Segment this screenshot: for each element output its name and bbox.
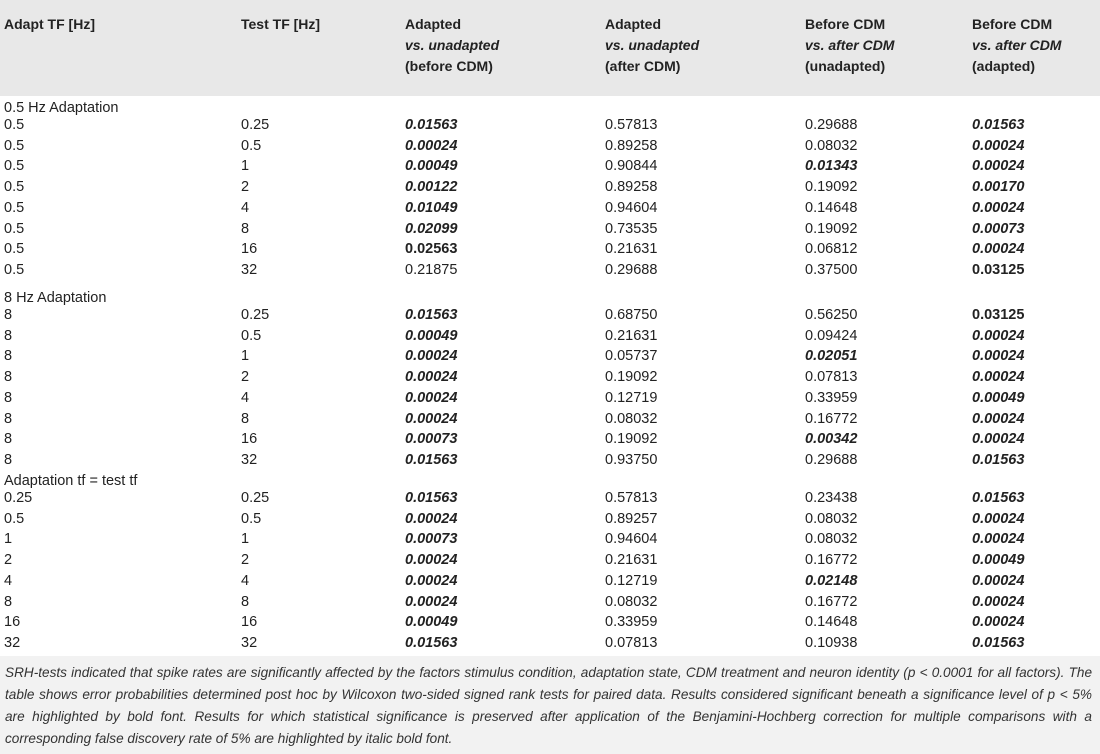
test-tf-cell: 0.25 xyxy=(241,307,270,323)
adapted-before-cell: 0.01563 xyxy=(405,307,458,323)
cdm-unadapted-cell: 0.10938 xyxy=(805,634,858,651)
test-tf-cell: 1 xyxy=(241,348,250,365)
adapt-tf-cell: 8 xyxy=(4,410,13,427)
adapted-after-cell: 0.90844 xyxy=(605,158,658,175)
cdm-adapted-cell: 0.00024 xyxy=(972,241,1025,258)
header-line: (adapted) xyxy=(972,58,1035,74)
test-tf-cell: 0.25 xyxy=(241,490,270,506)
adapted-before-cell: 0.01563 xyxy=(405,490,458,506)
cdm-adapted-cell: 0.00024 xyxy=(972,510,1025,527)
adapt-tf-cell: 8 xyxy=(4,369,13,386)
header-line: (before CDM) xyxy=(405,58,493,74)
table-row xyxy=(0,410,1100,431)
cdm-unadapted-cell: 0.09424 xyxy=(805,327,858,344)
table-row xyxy=(0,137,1100,158)
table-row xyxy=(0,634,1100,655)
footnote-text: SRH-tests indicated that spike rates are significantly affected by the factors stimulus condition, adaptation state, CDM treatment and neuron identity (p < 0.0001 for all factors). The table shows error probabilities determined post hoc by Wilcoxon two-sided signed rank tests for paired data. Results considered significant beneath a significance level of p < 5% are highlighted by bold font. Results for which statistical significance is preserved after application of the Benjamini-Hochberg correction for multiple comparisons with a corresponding false discovery rate of 5% are highlighted by italic bold font. xyxy=(5,665,1092,746)
header-line: vs. after CDM xyxy=(805,37,895,53)
cdm-unadapted-cell: 0.16772 xyxy=(805,410,858,427)
cdm-adapted-cell: 0.00024 xyxy=(972,327,1025,344)
cdm-unadapted-cell: 0.14648 xyxy=(805,199,858,216)
adapted-before-cell: 0.00024 xyxy=(405,348,458,365)
table-row xyxy=(0,306,1100,327)
cdm-adapted-cell: 0.00024 xyxy=(972,531,1025,548)
cdm-unadapted-cell: 0.14648 xyxy=(805,614,858,631)
cdm-adapted-cell: 0.00024 xyxy=(972,572,1025,589)
adapted-after-cell: 0.19092 xyxy=(605,431,658,448)
cdm-unadapted-cell: 0.29688 xyxy=(805,451,858,468)
header-line: Adapt TF [Hz] xyxy=(4,16,95,32)
adapted-before-cell: 0.00024 xyxy=(405,410,458,427)
header-line: (unadapted) xyxy=(805,58,886,74)
test-tf-cell: 2 xyxy=(241,179,250,196)
cdm-adapted-cell: 0.00170 xyxy=(972,179,1025,196)
cdm-unadapted-cell: 0.01343 xyxy=(805,158,858,175)
adapt-tf-cell: 0.5 xyxy=(4,117,25,133)
adapted-before-cell: 0.00073 xyxy=(405,431,458,448)
adapt-tf-cell: 0.5 xyxy=(4,158,25,175)
cdm-unadapted-cell: 0.56250 xyxy=(805,307,858,323)
adapted-after-cell: 0.21631 xyxy=(605,327,658,344)
cdm-adapted-cell: 0.01563 xyxy=(972,490,1025,506)
adapted-before-cell: 0.00024 xyxy=(405,510,458,527)
header-adapted-before xyxy=(405,14,499,77)
header-cdm-adapted xyxy=(972,14,1061,77)
cdm-adapted-cell: 0.00024 xyxy=(972,199,1025,216)
adapted-after-cell: 0.33959 xyxy=(605,614,658,631)
table-row xyxy=(0,199,1100,220)
cdm-adapted-cell: 0.00049 xyxy=(972,389,1025,406)
table-row xyxy=(0,389,1100,410)
adapt-tf-cell: 8 xyxy=(4,431,13,448)
table-body xyxy=(0,96,1100,656)
adapt-tf-cell: 8 xyxy=(4,593,13,610)
table-row xyxy=(0,347,1100,368)
adapt-tf-cell: 0.25 xyxy=(4,490,33,506)
table-footnote xyxy=(0,656,1100,754)
test-tf-cell: 0.5 xyxy=(241,327,262,344)
adapted-after-cell: 0.94604 xyxy=(605,199,658,216)
adapt-tf-cell: 8 xyxy=(4,307,13,323)
header-line: vs. after CDM xyxy=(972,37,1062,53)
adapt-tf-cell: 1 xyxy=(4,531,13,548)
adapted-after-cell: 0.12719 xyxy=(605,572,658,589)
test-tf-cell: 32 xyxy=(241,261,258,278)
adapt-tf-cell: 0.5 xyxy=(4,179,25,196)
cdm-unadapted-cell: 0.37500 xyxy=(805,261,858,278)
header-line: vs. unadapted xyxy=(405,37,500,53)
cdm-adapted-cell: 0.00024 xyxy=(972,614,1025,631)
adapted-before-cell: 0.00024 xyxy=(405,552,458,569)
adapt-tf-cell: 4 xyxy=(4,572,13,589)
adapted-after-cell: 0.89258 xyxy=(605,179,658,196)
cdm-adapted-cell: 0.01563 xyxy=(972,634,1025,651)
header-test-tf xyxy=(241,14,320,35)
cdm-unadapted-cell: 0.07813 xyxy=(805,369,858,386)
header-line: Test TF [Hz] xyxy=(241,16,321,32)
test-tf-cell: 32 xyxy=(241,634,258,651)
adapted-before-cell: 0.02563 xyxy=(405,241,458,258)
adapted-before-cell: 0.01563 xyxy=(405,451,458,468)
cdm-adapted-cell: 0.00049 xyxy=(972,552,1025,569)
table-row xyxy=(0,220,1100,241)
adapted-before-cell: 0.00024 xyxy=(405,389,458,406)
adapted-before-cell: 0.00073 xyxy=(405,531,458,548)
adapted-after-cell: 0.08032 xyxy=(605,410,658,427)
adapted-before-cell: 0.00024 xyxy=(405,593,458,610)
cdm-unadapted-cell: 0.33959 xyxy=(805,389,858,406)
group-label: 0.5 Hz Adaptation xyxy=(4,100,119,116)
test-tf-cell: 0.5 xyxy=(241,137,262,154)
test-tf-cell: 4 xyxy=(241,572,250,589)
header-line: (after CDM) xyxy=(605,58,681,74)
cdm-adapted-cell: 0.00024 xyxy=(972,348,1025,365)
adapt-tf-cell: 0.5 xyxy=(4,199,25,216)
cdm-adapted-cell: 0.01563 xyxy=(972,451,1025,468)
adapt-tf-cell: 8 xyxy=(4,389,13,406)
adapted-before-cell: 0.21875 xyxy=(405,261,458,278)
test-tf-cell: 32 xyxy=(241,451,258,468)
test-tf-cell: 8 xyxy=(241,220,250,237)
cdm-unadapted-cell: 0.08032 xyxy=(805,137,858,154)
cdm-unadapted-cell: 0.29688 xyxy=(805,117,858,133)
table-row xyxy=(0,157,1100,178)
cdm-unadapted-cell: 0.00342 xyxy=(805,431,858,448)
table-row xyxy=(0,593,1100,614)
adapted-before-cell: 0.00049 xyxy=(405,614,458,631)
adapted-after-cell: 0.93750 xyxy=(605,451,658,468)
header-adapt-tf xyxy=(4,14,95,35)
cdm-adapted-cell: 0.00024 xyxy=(972,158,1025,175)
adapted-after-cell: 0.19092 xyxy=(605,369,658,386)
test-tf-cell: 16 xyxy=(241,241,258,258)
table-row xyxy=(0,572,1100,593)
test-tf-cell: 16 xyxy=(241,614,258,631)
test-tf-cell: 1 xyxy=(241,158,250,175)
table-row xyxy=(0,116,1100,137)
table-row xyxy=(0,489,1100,510)
adapted-after-cell: 0.89258 xyxy=(605,137,658,154)
adapted-after-cell: 0.07813 xyxy=(605,634,658,651)
adapted-after-cell: 0.94604 xyxy=(605,531,658,548)
cdm-adapted-cell: 0.00024 xyxy=(972,369,1025,386)
header-line: vs. unadapted xyxy=(605,37,700,53)
adapted-before-cell: 0.00049 xyxy=(405,158,458,175)
cdm-adapted-cell: 0.00024 xyxy=(972,137,1025,154)
cdm-unadapted-cell: 0.02148 xyxy=(805,572,858,589)
adapt-tf-cell: 8 xyxy=(4,348,13,365)
adapted-after-cell: 0.57813 xyxy=(605,117,658,133)
adapt-tf-cell: 2 xyxy=(4,552,13,569)
table-row xyxy=(0,551,1100,572)
cdm-adapted-cell: 0.00024 xyxy=(972,593,1025,610)
adapted-before-cell: 0.01563 xyxy=(405,634,458,651)
adapted-before-cell: 0.00024 xyxy=(405,137,458,154)
adapted-after-cell: 0.12719 xyxy=(605,389,658,406)
cdm-unadapted-cell: 0.16772 xyxy=(805,593,858,610)
cdm-unadapted-cell: 0.06812 xyxy=(805,241,858,258)
adapted-before-cell: 0.00024 xyxy=(405,369,458,386)
header-line: Adapted xyxy=(405,16,461,32)
test-tf-cell: 16 xyxy=(241,431,258,448)
adapt-tf-cell: 0.5 xyxy=(4,220,25,237)
adapted-before-cell: 0.00024 xyxy=(405,572,458,589)
test-tf-cell: 0.25 xyxy=(241,117,270,133)
adapted-after-cell: 0.68750 xyxy=(605,307,658,323)
cdm-unadapted-cell: 0.08032 xyxy=(805,531,858,548)
test-tf-cell: 2 xyxy=(241,552,250,569)
adapt-tf-cell: 16 xyxy=(4,614,21,631)
table-row xyxy=(0,430,1100,451)
adapted-after-cell: 0.21631 xyxy=(605,552,658,569)
cdm-unadapted-cell: 0.08032 xyxy=(805,510,858,527)
adapted-after-cell: 0.29688 xyxy=(605,261,658,278)
test-tf-cell: 1 xyxy=(241,531,250,548)
header-line: Adapted xyxy=(605,16,661,32)
adapted-after-cell: 0.21631 xyxy=(605,241,658,258)
table-row xyxy=(0,368,1100,389)
table-row xyxy=(0,451,1100,472)
adapted-after-cell: 0.05737 xyxy=(605,348,658,365)
adapt-tf-cell: 8 xyxy=(4,451,13,468)
cdm-adapted-cell: 0.01563 xyxy=(972,117,1025,133)
adapted-after-cell: 0.73535 xyxy=(605,220,658,237)
header-cdm-unadapted xyxy=(805,14,894,77)
header-line: Before CDM xyxy=(805,16,886,32)
table-row xyxy=(0,261,1100,282)
test-tf-cell: 4 xyxy=(241,389,250,406)
adapted-after-cell: 0.08032 xyxy=(605,593,658,610)
group-label: 8 Hz Adaptation xyxy=(4,290,107,306)
cdm-adapted-cell: 0.00073 xyxy=(972,220,1025,237)
table-row xyxy=(0,613,1100,634)
adapt-tf-cell: 0.5 xyxy=(4,137,25,154)
adapted-before-cell: 0.00049 xyxy=(405,327,458,344)
adapt-tf-cell: 0.5 xyxy=(4,510,25,527)
table-row xyxy=(0,530,1100,551)
adapted-before-cell: 0.01049 xyxy=(405,199,458,216)
adapted-before-cell: 0.02099 xyxy=(405,220,458,237)
cdm-adapted-cell: 0.00024 xyxy=(972,410,1025,427)
test-tf-cell: 8 xyxy=(241,593,250,610)
adapted-after-cell: 0.57813 xyxy=(605,490,658,506)
cdm-adapted-cell: 0.03125 xyxy=(972,307,1025,323)
adapted-after-cell: 0.89257 xyxy=(605,510,658,527)
adapt-tf-cell: 0.5 xyxy=(4,241,25,258)
cdm-unadapted-cell: 0.23438 xyxy=(805,490,858,506)
cdm-adapted-cell: 0.03125 xyxy=(972,261,1025,278)
cdm-unadapted-cell: 0.19092 xyxy=(805,179,858,196)
adapt-tf-cell: 32 xyxy=(4,634,21,651)
table-row xyxy=(0,510,1100,531)
test-tf-cell: 2 xyxy=(241,369,250,386)
test-tf-cell: 4 xyxy=(241,199,250,216)
table-header xyxy=(0,0,1100,96)
cdm-unadapted-cell: 0.02051 xyxy=(805,348,858,365)
table-row xyxy=(0,240,1100,261)
test-tf-cell: 0.5 xyxy=(241,510,262,527)
cdm-unadapted-cell: 0.16772 xyxy=(805,552,858,569)
cdm-unadapted-cell: 0.19092 xyxy=(805,220,858,237)
adapted-before-cell: 0.00122 xyxy=(405,179,458,196)
group-label: Adaptation tf = test tf xyxy=(4,473,138,489)
adapt-tf-cell: 8 xyxy=(4,327,13,344)
table-row xyxy=(0,178,1100,199)
header-line: Before CDM xyxy=(972,16,1053,32)
cdm-adapted-cell: 0.00024 xyxy=(972,431,1025,448)
adapted-before-cell: 0.01563 xyxy=(405,117,458,133)
test-tf-cell: 8 xyxy=(241,410,250,427)
table-row xyxy=(0,327,1100,348)
header-adapted-after xyxy=(605,14,699,77)
adapt-tf-cell: 0.5 xyxy=(4,261,25,278)
